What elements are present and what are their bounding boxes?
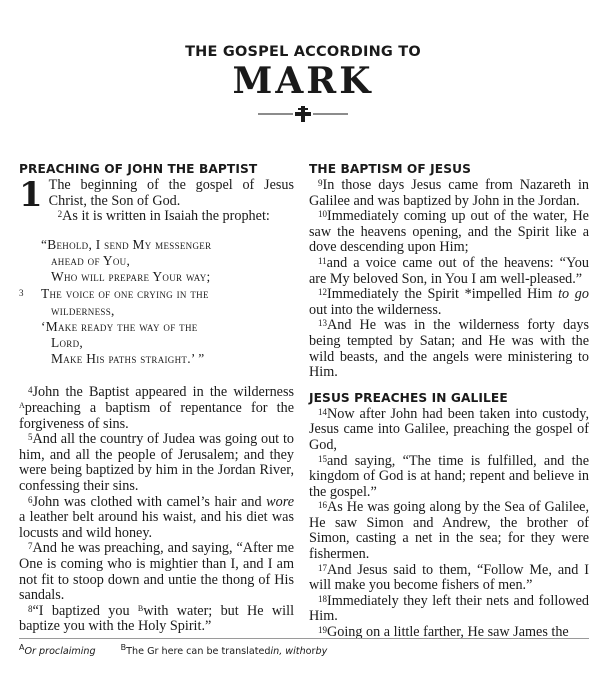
verse-1	[19, 175, 294, 215]
poem-line: Lord,	[51, 335, 84, 350]
verse-17: $^{17}$And Jesus said to them, “Follow Me, and I will make you become fishers of men.”	[309, 561, 589, 594]
poem-line: wilderness,	[51, 302, 115, 318]
section-heading: JESUS PREACHES IN GALILEE	[309, 390, 508, 405]
verse-15: $^{15}$and saying, “The time is fulfilled, and the kingdom of God is at hand; repent and believe in the gospel.”	[309, 452, 589, 500]
book-header	[0, 44, 606, 100]
chapter-number: 1	[19, 175, 43, 215]
verse-9: $^9$In those days Jesus came from Nazareth in Galilee and was baptized by John in the Jordan.	[309, 177, 589, 209]
book-kicker: THE GOSPEL ACCORDING TO	[185, 44, 421, 60]
footnote-b: $^B$The Gr here can be translatedin, withorby	[120, 643, 328, 657]
poem-line: 3 The voice of one crying in the	[19, 286, 209, 302]
verse-7: $^7$And he was preaching, and saying, “After me One is coming who is mightier than I, and I am not fit to stoop down and untie the thong of His sandals.	[19, 540, 294, 604]
section-heading: THE BAPTISM OF JESUS	[309, 162, 471, 176]
footnote-a: $^A$Or proclaiming	[19, 643, 96, 657]
verse-19: $^{19}$Going on a little farther, He saw James the	[318, 624, 569, 641]
verse-2	[19, 209, 294, 225]
verse-11: $^{11}$and a voice came out of the heavens: “You are My beloved Son, in You I am well-pleased.”	[309, 254, 589, 287]
verse-6: $^6$John was clothed with camel’s hair and wore a leather belt around his waist, and his diet was locusts and wild honey.	[19, 493, 294, 541]
verse-10: $^{10}$Immediately coming up out of the water, He saw the heavens opening, and the Spirit like a dove descending upon Him;	[309, 208, 589, 256]
poem-line: ‘Make ready the way of the	[41, 318, 198, 334]
poem-line: ahead of You,	[51, 252, 131, 268]
verse-8: $^8$“I baptized you $^B$with water; but He will baptize you with the Holy Spirit.”	[19, 602, 295, 635]
poem-line: Make His paths straight.’ ”	[51, 351, 205, 367]
verse-13: $^{13}$And He was in the wilderness forty days being tempted by Satan; and He was with the wild beasts, and the angels were ministering to Him.	[309, 317, 589, 381]
book-title: MARK	[232, 60, 374, 102]
footnote-marker[interactable]: A	[19, 401, 25, 410]
verse-12: $^{12}$Immediately the Spirit *impelled Him to go out into the wilderness.	[309, 286, 589, 318]
isaiah-quotation	[19, 237, 294, 368]
footnote-divider	[19, 638, 589, 639]
verse-16: $^{16}$As He was going along by the Sea of Galilee, He saw Simon and Andrew, the brother of Simon, casting a net in the sea; for they were fishermen.	[309, 499, 589, 563]
verse-14: $^{14}$Now after John had been taken into custody, Jesus came into Galilee, preaching the gospel of God,	[309, 405, 589, 453]
poem-line: Who will prepare Your way;	[51, 269, 211, 285]
verse-number: 3	[19, 288, 24, 299]
verse-5: $^5$And all the country of Judea was going out to him, and all the people of Jerusalem; and they were being baptized by him in the Jordan River, confessing their sins.	[19, 431, 294, 494]
verse-number: 2	[57, 209, 63, 220]
poem-line: “Behold, I send My messenger	[41, 236, 212, 252]
footnote-marker[interactable]: B	[137, 603, 144, 613]
left-column	[19, 162, 294, 635]
verse-text: As it is written in Isaiah the prophet:	[62, 208, 270, 225]
cross-ornament-icon	[0, 104, 606, 124]
verse-text: The beginning of the gospel of Jesus Christ, the Son of God.	[48, 177, 294, 209]
verse-18: $^{18}$Immediately they left their nets and followed Him.	[309, 592, 589, 625]
right-column	[309, 162, 589, 641]
verse-4: $^4$John the Baptist appeared in the wilderness $^A$preaching a baptism of repentance for the forgiveness of sins.	[19, 384, 294, 432]
section-heading: PREACHING OF JOHN THE BAPTIST	[19, 162, 258, 176]
footnotes	[19, 643, 589, 658]
